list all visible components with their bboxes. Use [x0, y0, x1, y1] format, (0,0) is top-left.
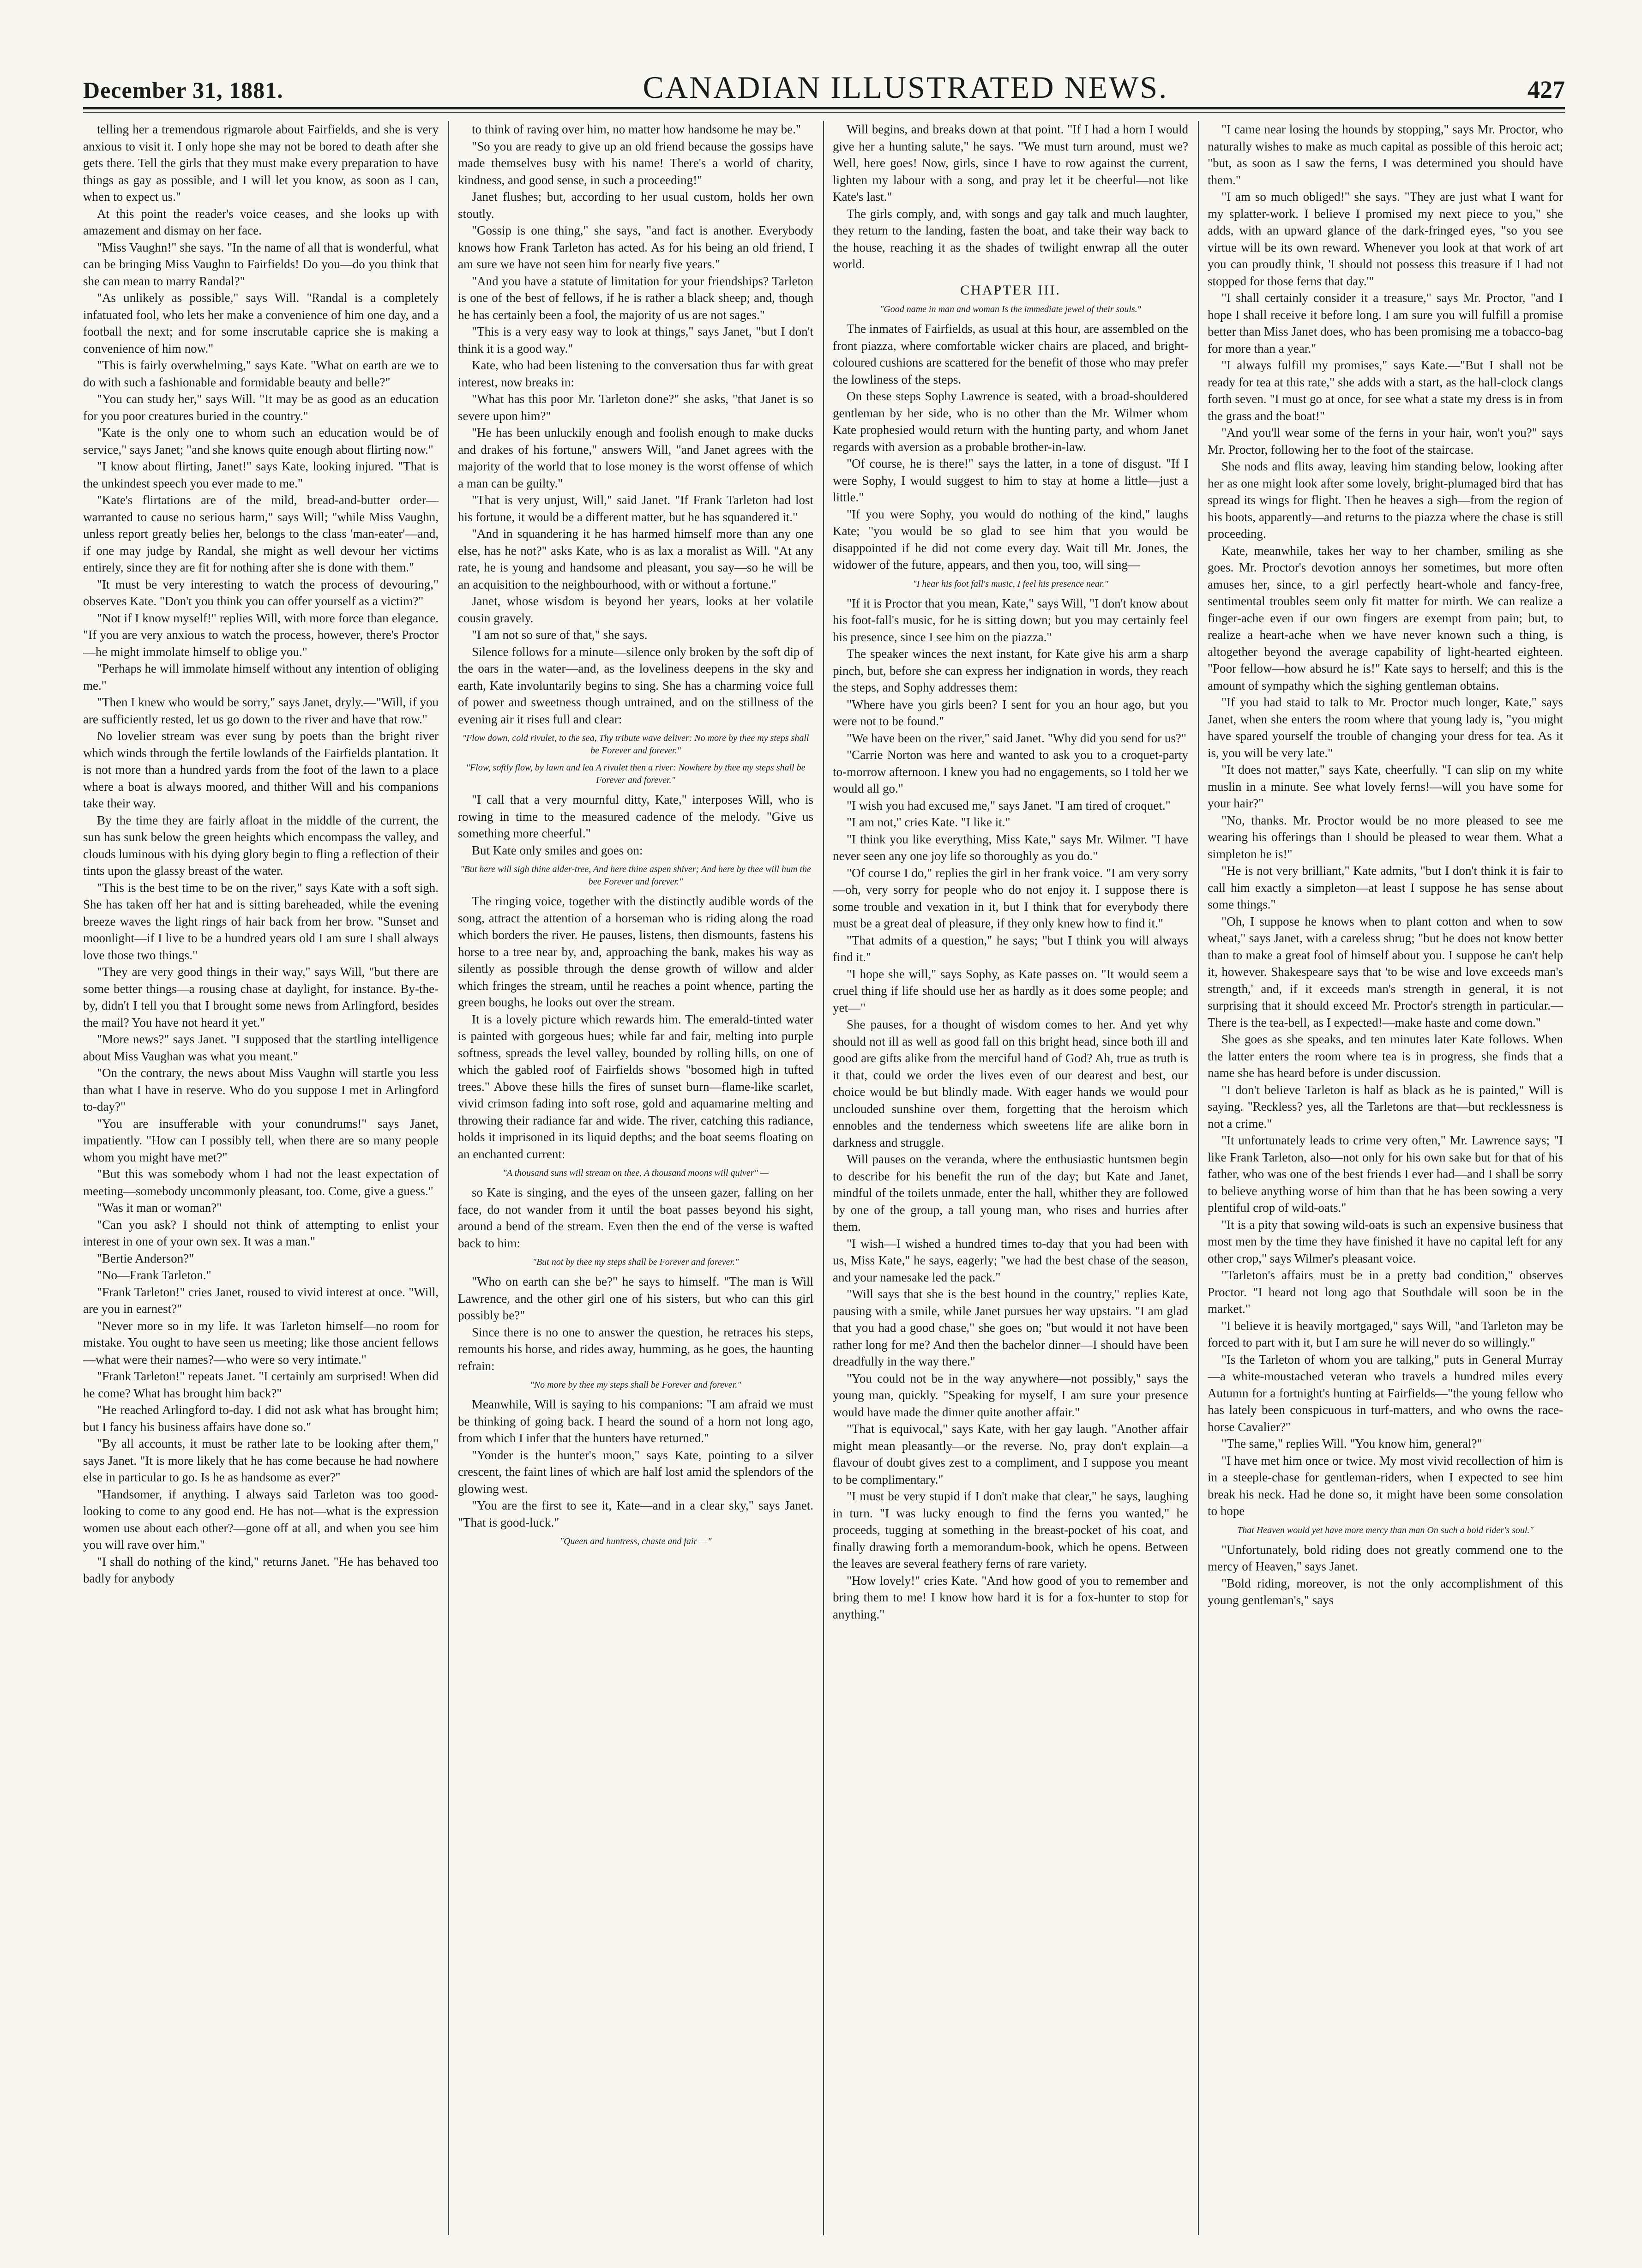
- paragraph: "If you had staid to talk to Mr. Proctor much longer, Kate," says Janet, when she enters the room where that young lady is, "you might have spared yourself the trouble of changing your dress for tea. As it is, you will be very late.": [1208, 695, 1563, 760]
- chapter-heading: CHAPTER III.: [960, 282, 1061, 298]
- paragraph: "Perhaps he will immolate himself without any intention of obliging me.": [83, 662, 439, 692]
- paragraph: "I wish—I wished a hundred times to-day that you had been with us, Miss Kate," he says, eagerly; "we had the best chase of the season, and your namesake led the pack.": [833, 1236, 1188, 1284]
- paragraph: "Gossip is one thing," she says, "and fact is another. Everybody knows how Frank Tarleton has acted. As for his being an old friend, I am sure we have not seen him for nearly five years.": [458, 223, 813, 271]
- paragraph: "Who on earth can she be?" he says to himself. "The man is Will Lawrence, and the other girl one of his sisters, but who can this girl possibly be?": [458, 1275, 813, 1322]
- paragraph: "I am not so sure of that," she says.: [472, 628, 648, 642]
- paragraph: Silence follows for a minute—silence only broken by the soft dip of the oars in the water—and, as the loveliness deepens in the sky and earth, Kate involuntarily begins to sing. She has a charming voice full of power and sweetness though untrained, and on the stillness of the evening air it rises full and clear:: [458, 644, 813, 726]
- verse-quote: That Heaven would yet have more mercy than man On such a bold rider's soul.": [1237, 1525, 1534, 1535]
- paragraph: "More news?" says Janet. "I supposed that the startling intelligence about Miss Vaughan was what you meant.": [83, 1032, 439, 1063]
- paragraph: "This is a very easy way to look at things," says Janet, "but I don't think it is a good way.": [458, 325, 813, 355]
- paragraph: "If it is Proctor that you mean, Kate," says Will, "I don't know about his foot-fall's music, for he is sitting down; but you may certainly feel his presence, since I see him on the piazza.": [833, 596, 1188, 644]
- paragraph: "I must be very stupid if I don't make that clear," he says, laughing in turn. "I was lucky enough to find the ferns you wanted," he proceeds, tugging at something in the breast-pocket of his coat, and finally drawing forth a memorandum-book, which he opens. Between the leaves are several feathery ferns of rare variety.: [833, 1489, 1188, 1570]
- page-number: 427: [1527, 76, 1565, 103]
- paragraph: On these steps Sophy Lawrence is seated, with a broad-shouldered gentleman by her side, who is no other than the Mr. Wilmer whom Kate prophesied would return with the hunting party, and whom Janet regards with aversion as a probable brother-in-law.: [833, 389, 1188, 454]
- paragraph: "It must be very interesting to watch the process of devouring," observes Kate. "Don't you think you can offer yourself as a victim?": [83, 577, 439, 608]
- paragraph: By the time they are fairly afloat in the middle of the current, the sun has sunk below the green heights which encompass the valley, and clouds luminous with his dying glory begin to fling a reflection of their tints upon the glassy breast of the water.: [83, 813, 439, 878]
- paragraph: "Never more so in my life. It was Tarleton himself—no room for mistake. You ought to have seen us meeting; like those ancient fellows—what were their names?—who were so very intimate.": [83, 1318, 439, 1366]
- paragraph: "If you were Sophy, you would do nothing of the kind," laughs Kate; "you would be so glad to see him that you would be disappointed if he did not come every day. Wait till Mr. Jones, the widower of the future, appears, and then you, too, will sing—: [833, 507, 1188, 572]
- paragraph: "And you'll wear some of the ferns in your hair, won't you?" says Mr. Proctor, following her to the foot of the staircase.: [1208, 426, 1563, 457]
- paragraph: "So you are ready to give up an old friend because the gossips have made themselves busy with his name! There's a world of charity, kindness, and good sense, in such a proceeding!": [458, 139, 813, 187]
- paragraph: Janet flushes; but, according to her usual custom, holds her own stoutly.: [458, 190, 813, 221]
- paragraph: "You are insufferable with your conundrums!" says Janet, impatiently. "How can I possibly tell, when there are so many people whom you might have met?": [83, 1116, 439, 1164]
- paragraph: The girls comply, and, with songs and gay talk and much laughter, they return to the landing, fasten the boat, and take their way back to the house, reaching it as the shades of twilight enwrap all the outer world.: [833, 206, 1188, 271]
- paragraph: She pauses, for a thought of wisdom comes to her. And yet why should not ill as well as good fall on this bright head, since both ill and good are gifts alike from the merciful hand of God? Ah, true as truth is it that, could we order the lives even of our dearest and best, our choice would be but blindly made. With eager hands we would pour unclouded sunshine over them, forgetting that the heroism which ennobles and the tenderness which sweetens life are alike born in darkness and struggle.: [833, 1017, 1188, 1149]
- column-3: [833, 121, 1188, 2235]
- paragraph: "And in squandering it he has harmed himself more than any one else, has he not?" asks Kate, who is as lax a moralist as Will. "At any rate, he is young and handsome and pleasant, you say—so he will be an acquisition to the neighbourhood, with or without a fortune.": [458, 527, 813, 591]
- masthead: [83, 69, 1565, 111]
- paragraph: At this point the reader's voice ceases, and she looks up with amazement and dismay on her face.: [83, 206, 439, 237]
- paragraph: "You could not be in the way anywhere—not possibly," says the young man, quickly. "Speaking for myself, I am sure your presence would have made the dinner quite another affair.": [833, 1371, 1188, 1419]
- paragraph: "I don't believe Tarleton is half as black as he is painted," Will is saying. "Reckless? yes, all the Tarletons are that—but recklessness is not a crime.": [1208, 1083, 1563, 1131]
- paragraph: "What has this poor Mr. Tarleton done?" she asks, "that Janet is so severe upon him?": [458, 392, 813, 423]
- verse-quote: "A thousand suns will stream on thee, A thousand moons will quiver" —: [503, 1168, 769, 1178]
- paragraph: It is a lovely picture which rewards him. The emerald-tinted water is painted with gorgeous hues; while far and fair, melting into purple softness, spreads the level valley, bounded by rolling hills, on one of which the gabled roof of Fairfields shows "bosomed high in tufted trees." Above these hills the fires of sunset burn—flame-like scarlet, vivid crimson fading into soft rose, gold and aquamarine melting and throwing their radiance far and wide. The river, catching this radiance, holds it imprisoned in its liquid depths; and the boat seems floating on an enchanted current:: [458, 1012, 813, 1161]
- column-divider: [448, 121, 449, 2235]
- paragraph: The inmates of Fairfields, as usual at this hour, are assembled on the front piazza, where comfortable wicker chairs are placed, and bright-coloured cushions are scattered for the benefit of those who may prefer the lowliness of the steps.: [833, 322, 1188, 386]
- paragraph: Kate, who had been listening to the conversation thus far with great interest, now breaks in:: [458, 358, 813, 389]
- paragraph: "That is very unjust, Will," said Janet. "If Frank Tarleton had lost his fortune, it would be a different matter, but he has squandered it.": [458, 493, 813, 524]
- paragraph: "How lovely!" cries Kate. "And how good of you to remember and bring them to me! I know how hard it is for a fox-hunter to stop for anything.": [833, 1573, 1188, 1621]
- paragraph: "He has been unluckily enough and foolish enough to make ducks and drakes of his fortune," answers Will, "and Janet agrees with the majority of the world that to lose money is the worst offense of which a man can be guilty.": [458, 426, 813, 490]
- paragraph: "Of course, he is there!" says the latter, in a tone of disgust. "If I were Sophy, I would suggest to him to stay at home a little—just a little.": [833, 457, 1188, 504]
- paragraph: "Carrie Norton was here and wanted to ask you to a croquet-party to-morrow afternoon. I knew you had no engagements, so I told her we would all go.": [833, 748, 1188, 795]
- paragraph: "No—Frank Tarleton.": [97, 1268, 211, 1282]
- paragraph: Will begins, and breaks down at that point. "If I had a horn I would give her a hunting salute," he says. "We must turn around, must we? Well, here goes! Now, girls, since I have to row against the current, lighten my labour with a song, and pray let it be cheerful—not like Kate's last.": [833, 122, 1188, 204]
- paragraph: "I know about flirting, Janet!" says Kate, looking injured. "That is the unkindest speech you ever made to me.": [83, 459, 439, 490]
- paragraph: "Frank Tarleton!" repeats Janet. "I certainly am surprised! When did he come? What has brought him back?": [83, 1369, 439, 1400]
- paragraph: "He is not very brilliant," Kate admits, "but I don't think it is fair to call him exactly a simpleton—at least I suppose he has sense about some things.": [1208, 864, 1563, 911]
- paragraph: She goes as she speaks, and ten minutes later Kate follows. When the latter enters the room where tea is in progress, she finds that a name she has heard before is under discussion.: [1208, 1032, 1563, 1080]
- column-4: [1208, 121, 1563, 2235]
- paragraph: "Oh, I suppose he knows when to plant cotton and when to sow wheat," says Janet, with a careless shrug; "but he does not know better than to make a great fool of himself about you. I suppose he can't help it, however. Shakespeare says that 'to be wise and love exceeds man's strength,' and, if it exceeds man's strength in general, it is not surprising that it should exceed Mr. Proctor's strength in particular.—There is the tea-bell, as I expected!—make haste and come down.": [1208, 914, 1563, 1029]
- paragraph: "I hope she will," says Sophy, as Kate passes on. "It would seem a cruel thing if life should use her as hardly as it does some people; and yet—": [833, 967, 1188, 1015]
- paragraph: "Bold riding, moreover, is not the only accomplishment of this young gentleman's," says: [1208, 1576, 1563, 1607]
- header-rule-thin: [83, 112, 1565, 113]
- publication-title: CANADIAN ILLUSTRATED NEWS.: [643, 70, 1168, 105]
- paragraph: "On the contrary, the news about Miss Vaughn will startle you less than what I have in reserve. Who do you suppose I met in Arlingford to-day?": [83, 1066, 439, 1113]
- verse-quote: "But here will sigh thine alder-tree, And here thine aspen shiver; And here by thee will hum the bee Forever and forever.": [460, 864, 811, 887]
- paragraph: "He reached Arlingford to-day. I did not ask what has brought him; but I fancy his business affairs have done so.": [83, 1403, 439, 1434]
- paragraph: "Unfortunately, bold riding does not greatly commend one to the mercy of Heaven," says Janet.: [1208, 1542, 1563, 1573]
- paragraph: "I call that a very mournful ditty, Kate," interposes Will, who is rowing in time to the measured cadence of the melody. "Give us something more cheerful.": [458, 793, 813, 840]
- paragraph: "It unfortunately leads to crime very often," Mr. Lawrence says; "I like Frank Tarleton, also—not only for his own sake but for that of his father, who was one of the best friends I ever had—and I shall be sorry to believe anything worse of him than that he has been sowing a very plentiful crop of wild-oats.": [1208, 1133, 1563, 1215]
- chapter-motto: "Good name in man and woman Is the immediate jewel of their souls.": [879, 304, 1142, 314]
- paragraph: "And you have a statute of limitation for your friendships? Tarleton is one of the best of fellows, if he is rather a black sheep; and, though he has certainly been a fool, the majority of us are not sages.": [458, 274, 813, 322]
- paragraph: telling her a tremendous rigmarole about Fairfields, and she is very anxious to visit it. I only hope she may not be bored to death after she gets there. Tell the girls that they must make every preparation to have things as gay as possible, and I will let you know, as soon as I can, when to expect us.": [83, 122, 439, 204]
- verse-quote: "Flow down, cold rivulet, to the sea, Thy tribute wave deliver: No more by thee my steps shall be Forever and forever.": [462, 733, 809, 756]
- paragraph: "Not if I know myself!" replies Will, with more force than elegance. "If you are very anxious to watch the process, however, there's Proctor—he might immolate himself to oblige you.": [83, 611, 439, 659]
- paragraph: "Can you ask? I should not think of attempting to enlist your interest in one of your own sex. It was a man.": [83, 1217, 439, 1248]
- paragraph: "This is the best time to be on the river," says Kate with a soft sigh. She has taken off her hat and is sitting bareheaded, while the evening breeze waves the light rings of hair back from her brow. "Sunset and moonlight—if I live to be a hundred years old I am sure I shall always love those two things.": [83, 880, 439, 962]
- paragraph: Since there is no one to answer the question, he retraces his steps, remounts his horse, and rides away, humming, as he goes, the haunting refrain:: [458, 1325, 813, 1373]
- paragraph: "I shall certainly consider it a treasure," says Mr. Proctor, "and I hope I shall receive it before long. I am sure you will fulfill a promise better than Miss Janet does, who has been promising me a tobacco-bag for more than a year.": [1208, 291, 1563, 355]
- column-2: [458, 121, 813, 2235]
- paragraph: "Of course I do," replies the girl in her frank voice. "I am very sorry—oh, very sorry for people who do not enjoy it. I suppose there is some trouble and vexation in it, but I think that for everybody there must be a great deal of pleasure, if they only knew how to find it.": [833, 866, 1188, 930]
- paragraph: "I am so much obliged!" she says. "They are just what I want for my splatter-work. I believe I promised my next piece to you," she adds, with an upward glance of the dark-fringed eyes, "so you see virtue will be its own reward. Whenever you look at that work of art you can proudly think, 'I should not possess this treasure if I had not stopped for those ferns that day.'": [1208, 190, 1563, 288]
- paragraph: "Kate's flirtations are of the mild, bread-and-butter order—warranted to cause no serious harm," says Will; "while Miss Vaughn, unless report greatly belies her, belongs to the class 'man-eater'—and, if one may judge by Randal, she might as well devour her victims entirely, since they are fit for nothing after she is done with them.": [83, 493, 439, 574]
- paragraph: to think of raving over him, no matter how handsome he may be.": [472, 122, 801, 136]
- paragraph: "Is the Tarleton of whom you are talking," puts in General Murray—a white-moustached veteran who travels a hundred miles every Autumn for a fortnight's hunting at Fairfields—"the young fellow who has lately been conspicuous in turf-matters, and who owns the race-horse Cavalier?": [1208, 1352, 1563, 1434]
- article-columns: [83, 121, 1565, 2235]
- verse-quote: "No more by thee my steps shall be Forever and forever.": [530, 1380, 741, 1390]
- verse-quote: "Flow, softly flow, by lawn and lea A rivulet then a river: Nowhere by thee my steps shall be Forever and forever.": [466, 763, 806, 785]
- paragraph: The ringing voice, together with the distinctly audible words of the song, attract the attention of a horseman who is riding along the road which borders the river. He pauses, listens, then dismounts, fastens his horse to a tree near by, and, approaching the bank, makes his way as silently as possible through the dense growth of willow and alder which fringes the stream, until he reaches a point whence, parting the green boughs, he looks out over the stream.: [458, 894, 813, 1009]
- paragraph: "Yonder is the hunter's moon," says Kate, pointing to a silver crescent, the faint lines of which are half lost amid the splendors of the glowing west.: [458, 1448, 813, 1496]
- paragraph: "You can study her," says Will. "It may be as good as an education for you poor creatures buried in the country.": [83, 392, 439, 423]
- paragraph: "I believe it is heavily mortgaged," says Will, "and Tarleton may be forced to part with it, but I am sure he will never do so willingly.": [1208, 1318, 1563, 1349]
- paragraph: "They are very good things in their way," says Will, "but there are some better things—a rousing chase at daylight, for instance. By-the-by, didn't I tell you that I brought some news from Arlingford, besides the mail? You have not heard it yet.": [83, 965, 439, 1029]
- paragraph: "Frank Tarleton!" cries Janet, roused to vivid interest at once. "Will, are you in earnest?": [83, 1285, 439, 1316]
- verse-quote: "But not by thee my steps shall be Forever and forever.": [532, 1257, 739, 1267]
- paragraph: "Where have you girls been? I sent for you an hour ago, but you were not to be found.": [833, 697, 1188, 728]
- paragraph: "I always fulfill my promises," says Kate.—"But I shall not be ready for tea at this rate," she adds with a start, as the hall-clock clangs forth seven. "I must go at once, for see what a state my dress is in from the grass and the boat!": [1208, 358, 1563, 423]
- paragraph: "I wish you had excused me," says Janet. "I am tired of croquet.": [847, 798, 1171, 812]
- paragraph: "It is a pity that sowing wild-oats is such an expensive business that most men by the time they have finished it have no capital left for any other crop," says Wilmer's pleasant voice.: [1208, 1217, 1563, 1265]
- paragraph: "Was it man or woman?": [97, 1201, 222, 1215]
- paragraph: "But this was somebody whom I had not the least expectation of meeting—somebody uncommonly pleasant, too. Come, give a guess.": [83, 1167, 439, 1198]
- paragraph: The speaker winces the next instant, for Kate give his arm a sharp pinch, but, before she can express her indignation in words, they reach the steps, and Sophy addresses them:: [833, 647, 1188, 694]
- paragraph: "Kate is the only one to whom such an education would be of service," says Janet; "and she knows quite enough about flirting now.": [83, 426, 439, 457]
- paragraph: "I came near losing the hounds by stopping," says Mr. Proctor, who naturally wishes to make as much capital as possible of this heroic act; "but, as soon as I saw the ferns, I was determined you should have them.": [1208, 122, 1563, 187]
- paragraph: No lovelier stream was ever sung by poets than the bright river which winds through the fertile lowlands of the Fairfields plantation. It is not more than a hundred yards from the foot of the lawn to a place where a boat is always moored, and thither Will and his companions take their way.: [83, 729, 439, 810]
- paragraph: Will pauses on the veranda, where the enthusiastic huntsmen begin to describe for his benefit the run of the day; but Kate and Janet, mindful of the toilets unmade, enter the hall, whither they are followed by one of the group, a tall young man, who rises and hurries after them.: [833, 1152, 1188, 1233]
- header-rule: [83, 107, 1565, 109]
- paragraph: "I shall do nothing of the kind," returns Janet. "He has behaved too badly for anybody: [83, 1554, 439, 1585]
- paragraph: "I have met him once or twice. My most vivid recollection of him is in a steeple-chase for gentleman-riders, when I expected to see him break his neck. Had he done so, it might have been some consolation to hope: [1208, 1453, 1563, 1518]
- paragraph: "That admits of a question," he says; "but I think you will always find it.": [833, 933, 1188, 964]
- paragraph: "That is equivocal," says Kate, with her gay laugh. "Another affair might mean pleasantly—or the reverse. No, pray don't explain—a flavour of doubt gives zest to a compliment, and I suppose you meant to be complimentary.": [833, 1422, 1188, 1486]
- column-1: [83, 121, 439, 2235]
- paragraph: "Then I knew who would be sorry," says Janet, dryly.—"Will, if you are sufficiently rested, let us go down to the river and have that row.": [83, 695, 439, 726]
- column-divider: [1198, 121, 1199, 2235]
- paragraph: "By all accounts, it must be rather late to be looking after them," says Janet. "It is more likely that he has come because he had nowhere else in particular to go. Is he as handsome as ever?": [83, 1437, 439, 1484]
- paragraph: "As unlikely as possible," says Will. "Randal is a completely infatuated fool, who lets her make a convenience of him one day, and a football the next; and for some inscrutable caprice she is making a convenience of him now.": [83, 291, 439, 355]
- paragraph: "Handsomer, if anything. I always said Tarleton was too good-looking to come to any good end. He has not—what is the expression women use about each other?—gone off at all, and when you see him you will rave over him.": [83, 1487, 439, 1552]
- paragraph: "It does not matter," says Kate, cheerfully. "I can slip on my white muslin in a minute. See what lovely ferns!—will you have some for your hair?": [1208, 763, 1563, 810]
- verse-quote: "I hear his foot fall's music, I feel his presence near.": [913, 578, 1108, 589]
- paragraph: "Miss Vaughn!" she says. "In the name of all that is wonderful, what can be bringing Miss Vaughn to Fairfields! Do you—do you think that she can mean to marry Randal?": [83, 240, 439, 288]
- paragraph: Kate, meanwhile, takes her way to her chamber, smiling as she goes. Mr. Proctor's devotion annoys her sometimes, but more often amuses her, since, to a girl perfectly heart-whole and fancy-free, sentimental troubles seem only fit matter for mirth. We can realize a finger-ache even if our own fingers are exempt from pain; but, to realize a heart-ache when we have never known such a thing, is altogether beyond the average capability of light-hearted eighteen. "Poor fellow—how absurd he is!" Kate says to herself; and this is the amount of sympathy which the sighing gentleman obtains.: [1208, 543, 1563, 692]
- issue-date: December 31, 1881.: [83, 77, 283, 103]
- paragraph: "Tarleton's affairs must be in a pretty bad condition," observes Proctor. "I heard not long ago that Southdale will soon be in the market.": [1208, 1268, 1563, 1316]
- paragraph: so Kate is singing, and the eyes of the unseen gazer, falling on her face, do not wander from it until the boat passes beyond his sight, around a bend of the stream. Even then the end of the verse is wafted back to him:: [458, 1185, 813, 1250]
- paragraph: "Will says that she is the best hound in the country," replies Kate, pausing with a smile, while Janet pursues her way upstairs. "I am glad that you had a good chase," she goes on; "but would it not have been rather long for me? And then the bachelor dinner—I should have been dreadfully in the way there.": [833, 1287, 1188, 1368]
- paragraph: "Bertie Anderson?": [97, 1251, 194, 1265]
- paragraph: "I am not," cries Kate. "I like it.": [847, 815, 1010, 829]
- paragraph: "I think you like everything, Miss Kate," says Mr. Wilmer. "I have never seen any one joy life so thoroughly as you do.": [833, 832, 1188, 863]
- paragraph: "We have been on the river," said Janet. "Why did you send for us?": [847, 731, 1186, 745]
- paragraph: But Kate only smiles and goes on:: [472, 843, 643, 857]
- verse-quote: "Queen and huntress, chaste and fair —": [559, 1536, 712, 1546]
- paragraph: "The same," replies Will. "You know him, general?": [1221, 1437, 1482, 1450]
- paragraph: Meanwhile, Will is saying to his companions: "I am afraid we must be thinking of going back. I heard the sound of a horn not long ago, from which I infer that the hunters have returned.": [458, 1397, 813, 1445]
- paragraph: "This is fairly overwhelming," says Kate. "What on earth are we to do with such a fashionable and formidable beauty and belle?": [83, 358, 439, 389]
- paragraph: She nods and flits away, leaving him standing below, looking after her as one might look after some lovely, bright-plumaged bird that has spread its wings for flight. Then he heaves a sigh—from the region of his boots, apparently—and returns to the piazza where the chase is still proceeding.: [1208, 459, 1563, 541]
- paragraph: Janet, whose wisdom is beyond her years, looks at her volatile cousin gravely.: [458, 594, 813, 625]
- paragraph: "No, thanks. Mr. Proctor would be no more pleased to see me wearing his offerings than I should be pleased to wear them. What a simpleton he is!": [1208, 813, 1563, 861]
- column-divider: [823, 121, 824, 2235]
- paragraph: "You are the first to see it, Kate—and in a clear sky," says Janet. "That is good-luck.": [458, 1498, 813, 1529]
